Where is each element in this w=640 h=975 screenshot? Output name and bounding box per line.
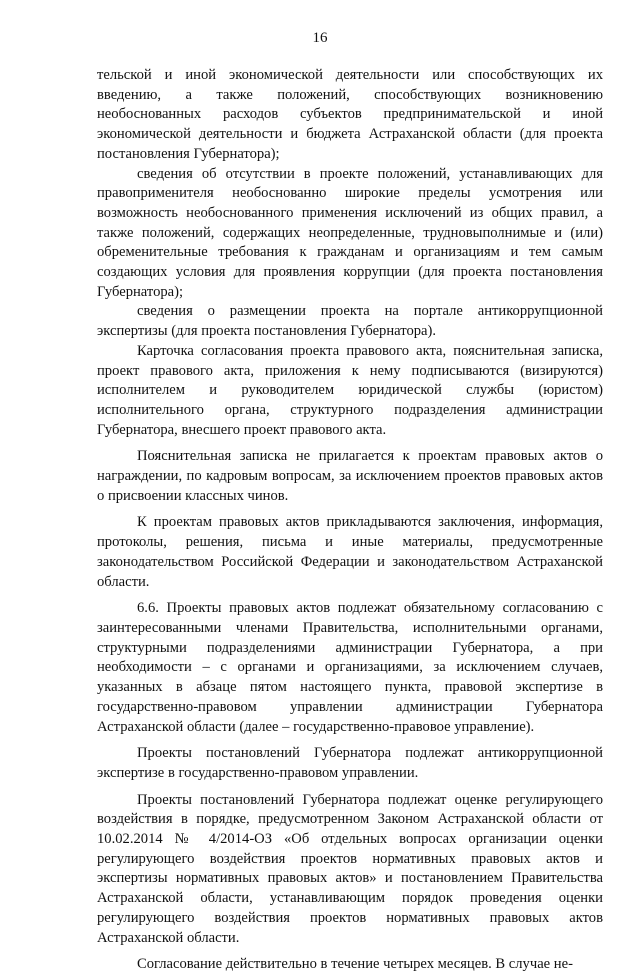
paragraph-5: Пояснительная записка не прилагается к проектам правовых актов о награждении, по кадровым вопросам, за исключением проектов правовых актов о присвоении классных чинов. xyxy=(97,448,603,504)
page-number: 16 xyxy=(312,30,328,46)
paragraph-4: Карточка согласования проекта правового акта, пояснительная записка, проект правового акта, приложения к нему подписываются (визируются) исполнителем и руководителем юридической службы (юристом) исполнительного органа, структурного подразделения администрации Губернатора, внесшего проект правового акта. xyxy=(97,342,603,438)
paragraph-10: Согласование действительно в течение четырех месяцев. В случае не- xyxy=(137,956,573,973)
paragraph-3: сведения о размещении проекта на портале антикоррупционной экспертизы (для проекта постановления Губернатора). xyxy=(97,303,603,340)
paragraph-6: К проектам правовых актов прикладываются заключения, информация, протоколы, решения, письма и иные материалы, предусмотренные законодательством Российской Федерации и законодательством Астраханской области. xyxy=(97,514,603,590)
paragraph-1: тельской и иной экономической деятельности или способствующих их введению, а также положений, способствующих возникновению необоснованных расходов субъектов предпринимательской и иной экономической деятельности и бюджета Астраханской области (для проекта постановления Губернатора); xyxy=(97,67,603,162)
document-body xyxy=(97,66,603,975)
paragraph-2: сведения об отсутствии в проекте положений, устанавливающих для правоприменителя необоснованно широкие пределы усмотрения или возможность необоснованного применения исключений из общих правил, а также положений, содержащих неопределенные, трудновыполнимые и (или) обременительные требования к гражданам и организациям и тем самым создающих условия для проявления коррупции (для проекта постановления Губернатора); xyxy=(97,165,603,300)
paragraph-9: Проекты постановлений Губернатора подлежат оценке регулирующего воздействия в порядке, предусмотренном Законом Астраханской области от 10.02.2014 № 4/2014-ОЗ «Об отдельных вопросах организации оценки регулирующего воздействия проектов нормативных правовых актов и экспертизы нормативных правовых актов» и постановлением Правительства Астраханской области, устанавливающим порядок проведения оценки регулирующего воздействия проектов нормативных правовых актов Астраханской области. xyxy=(97,791,603,946)
paragraph-7: 6.6. Проекты правовых актов подлежат обязательному согласованию с заинтересованными членами Правительства, исполнительными органами, структурными подразделениями администрации Губернатора, а при необходимости – с органами и организациями, за исключением случаев, указанных в абзаце пятом настоящего пункта, правовой экспертизе в государственно-правовом управлении администрации Губернатора Астраханской области (далее – государственно-правовое управление). xyxy=(97,600,603,735)
paragraph-8: Проекты постановлений Губернатора подлежат антикоррупционной экспертизе в государственно-правовом управлении. xyxy=(97,745,603,781)
